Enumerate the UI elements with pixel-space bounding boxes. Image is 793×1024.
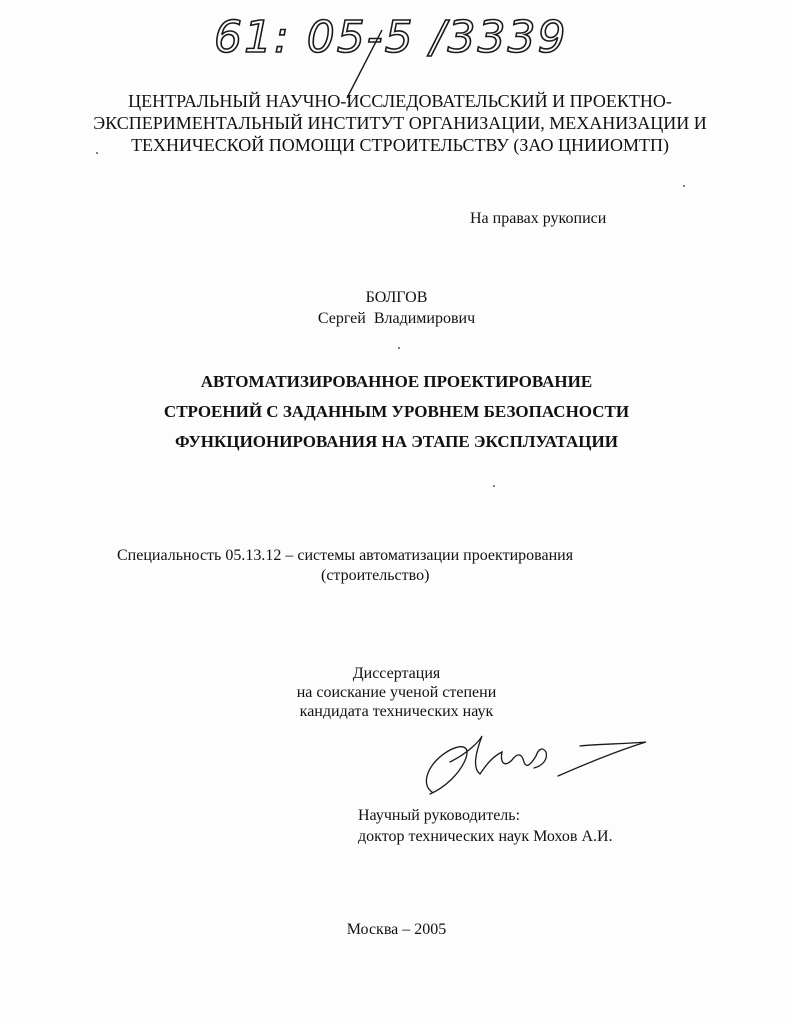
advisor-label: Научный руководитель: (358, 807, 521, 824)
scan-speck (493, 485, 495, 487)
organization-line-3: ТЕХНИЧЕСКОЙ ПОМОЩИ СТРОИТЕЛЬСТВУ (ЗАО ЦНИИОМТП) (131, 135, 669, 155)
author-given-names: Сергей Владимирович (317, 310, 476, 327)
handwritten-signature (410, 722, 660, 802)
degree-line-1: Диссертация (352, 665, 441, 682)
specialty-line: Специальность 05.13.12 – системы автоматизации проектирования (117, 547, 574, 564)
degree-block (0, 664, 793, 721)
registry-stamp-text: 61: 05-5 /3339 (214, 12, 568, 63)
scan-speck (398, 347, 400, 349)
scan-speck (96, 152, 98, 154)
title-line-2: СТРОЕНИЙ С ЗАДАННЫМ УРОВНЕМ БЕЗОПАСНОСТИ (163, 402, 630, 421)
organization-line-1: ЦЕНТРАЛЬНЫЙ НАУЧНО-ИССЛЕДОВАТЕЛЬСКИЙ И ПРОЕКТНО- (128, 91, 672, 111)
author-surname: БОЛГОВ (365, 289, 428, 306)
signature-drawing (410, 722, 660, 802)
organization-line-2: ЭКСПЕРИМЕНТАЛЬНЫЙ ИНСТИТУТ ОРГАНИЗАЦИИ, МЕХАНИЗАЦИИ И (93, 113, 707, 133)
scientific-advisor-block (358, 805, 688, 847)
specialty-subline: (строительство) (321, 567, 430, 584)
handwritten-registry-stamp (212, 10, 568, 100)
signature-loop-stroke (426, 736, 546, 794)
scan-speck (683, 185, 685, 187)
signature-tail-stroke (558, 742, 646, 776)
manuscript-rights-note: На правах рукописи (470, 210, 607, 227)
city-year: Москва – 2005 (346, 921, 447, 938)
registry-stamp-drawing (212, 10, 568, 100)
degree-line-3: кандидата технических наук (299, 703, 494, 720)
organization-header (60, 90, 740, 156)
title-line-3: ФУНКЦИОНИРОВАНИЯ НА ЭТАПЕ ЭКСПЛУАТАЦИИ (175, 432, 618, 451)
dissertation-title (80, 367, 713, 457)
advisor-name: доктор технических наук Мохов А.И. (358, 828, 613, 845)
title-line-1: АВТОМАТИЗИРОВАННОЕ ПРОЕКТИРОВАНИЕ (200, 372, 593, 391)
degree-line-2: на соискание ученой степени (296, 684, 497, 701)
specialty-block (117, 546, 677, 586)
